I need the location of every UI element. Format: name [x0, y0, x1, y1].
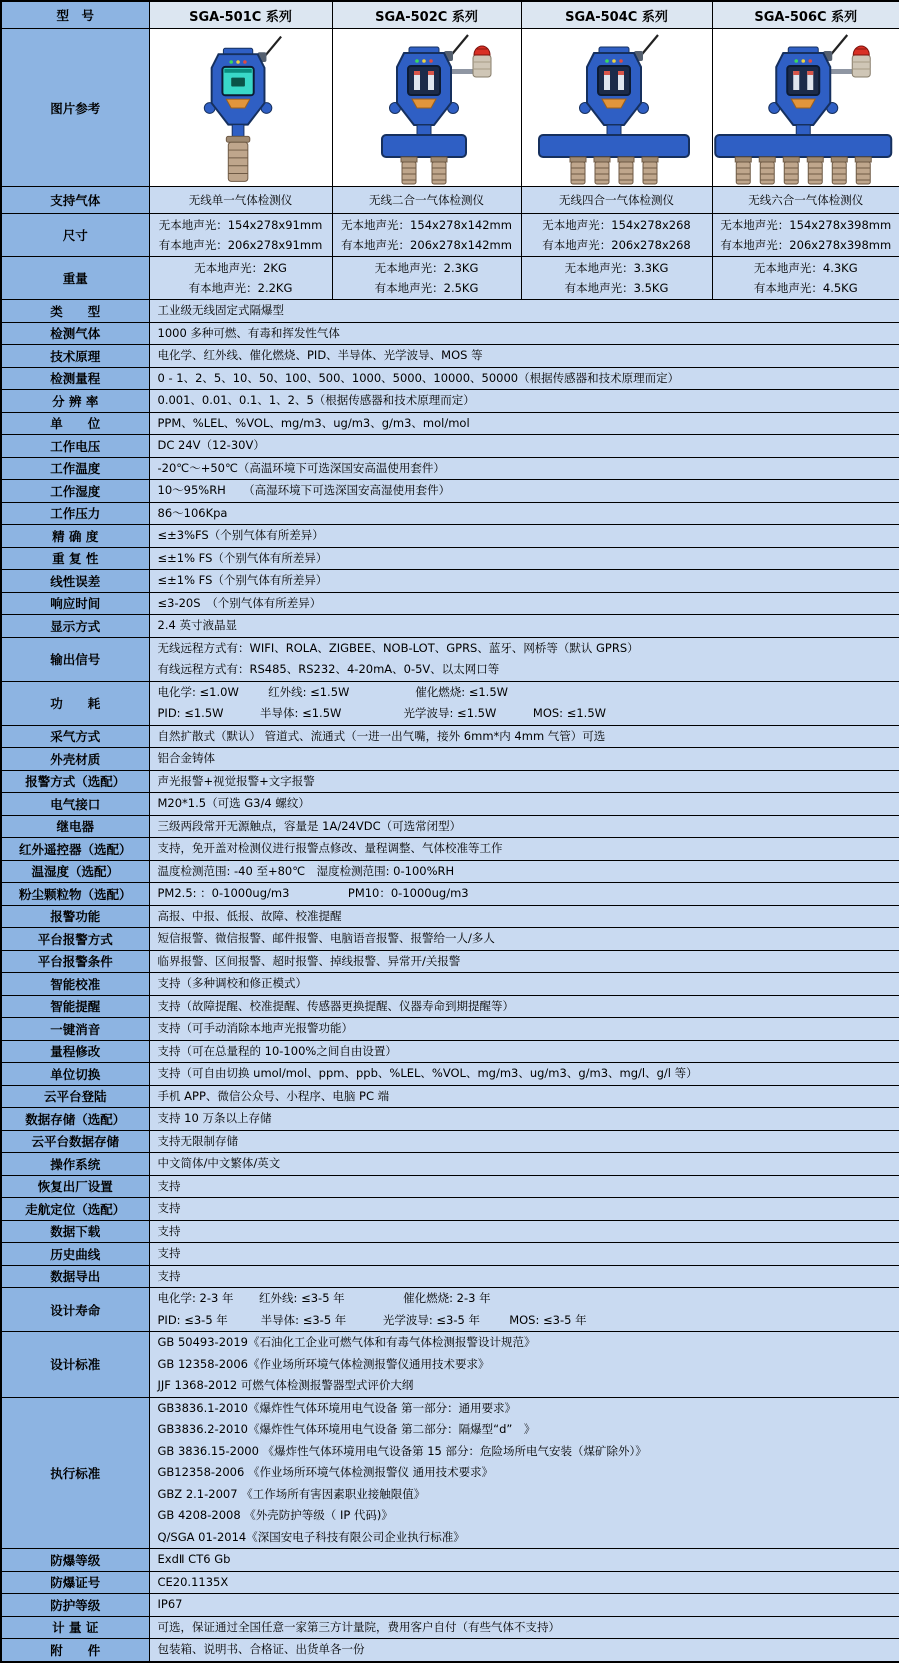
spec-value: 支持 [149, 1198, 899, 1221]
spec-label: 重 复 性 [1, 547, 149, 570]
spec-row-10 [1, 525, 899, 548]
gas-detector-illustration [150, 29, 332, 186]
gas-type-cell: 无线四合一气体检测仪 [521, 187, 712, 214]
spec-row-18 [1, 748, 899, 771]
spec-value: GB3836.1-2010《爆炸性气体环境用电气设备 第一部分：通用要求》 GB3836.2-2010《爆炸性气体环境用电气设备 第二部分：隔爆型“d” 》 GB 3836.15-2000 《爆炸性气体环境用电气设备第 15 部分：危险场所电气安装（煤矿除外）》 GB12358-2006 《作业场所环境气体检测报警仪 通用技术要求》 GBZ 2.1-2007 《工作场所有害因素职业接触限值》 GB 4208-2008 《外壳防护等级（ IP 代码)》 Q/SGA 01-2014《深国安电子科技有限公司企业执行标准》 [149, 1397, 899, 1549]
spec-row-25 [1, 905, 899, 928]
spec-value: 无线远程方式有：WIFI、ROLA、ZIGBEE、NOB-LOT、GPRS、蓝牙、网桥等（默认 GPRS） 有线远程方式有：RS485、RS232、4-20mA、0-5V、以太网口等 [149, 637, 899, 681]
spec-row-29 [1, 995, 899, 1018]
spec-label: 电气接口 [1, 793, 149, 816]
spec-row-42 [1, 1288, 899, 1332]
spec-row-1 [1, 322, 899, 345]
weight-row-label: 重量 [1, 257, 149, 300]
spec-value: GB 50493-2019《石油化工企业可燃气体和有毒气体检测报警设计规范》 GB 12358-2006《作业场所环境气体检测报警仪通用技术要求》 JJF 1368-2012 可燃气体检测报警器型式评价大纲 [149, 1332, 899, 1398]
gas-type-row [1, 187, 899, 214]
spec-row-28 [1, 973, 899, 996]
spec-label: 报警方式（选配） [1, 770, 149, 793]
spec-row-47 [1, 1594, 899, 1617]
gas-type-cell: 无线单一气体检测仪 [149, 187, 332, 214]
spec-value: 支持，免开盖对检测仪进行报警点修改、量程调整、气体校准等工作 [149, 838, 899, 861]
spec-row-14 [1, 615, 899, 638]
spec-label: 走航定位（选配） [1, 1198, 149, 1221]
spec-label: 执行标准 [1, 1397, 149, 1549]
weight-cell: 无本地声光：4.3KG 有本地声光：4.5KG [712, 257, 899, 300]
spec-label: 检测气体 [1, 322, 149, 345]
spec-value: 10～95%RH （高湿环境下可选深国安高湿使用套件） [149, 480, 899, 503]
spec-label: 工作湿度 [1, 480, 149, 503]
image-row [1, 29, 899, 187]
spec-row-43 [1, 1332, 899, 1398]
weight-cell: 无本地声光：2KG 有本地声光：2.2KG [149, 257, 332, 300]
spec-label: 量程修改 [1, 1040, 149, 1063]
model-name-504c: SGA-504C 系列 [521, 1, 712, 29]
spec-label: 防爆证号 [1, 1571, 149, 1594]
gas-detector-illustration [333, 29, 521, 186]
size-row-label: 尺寸 [1, 214, 149, 257]
spec-row-30 [1, 1018, 899, 1041]
size-cell: 无本地声光：154x278x142mm 有本地声光：206x278x142mm [332, 214, 521, 257]
spec-label: 检测量程 [1, 367, 149, 390]
spec-row-34 [1, 1108, 899, 1131]
spec-value: 温度检测范围: -40 至+80℃ 湿度检测范围: 0-100%RH [149, 860, 899, 883]
spec-row-4 [1, 390, 899, 413]
spec-row-2 [1, 345, 899, 368]
spec-value: 支持 [149, 1265, 899, 1288]
spec-label: 数据下载 [1, 1220, 149, 1243]
spec-value: 自然扩散式（默认） 管道式、流通式（一进一出气嘴，接外 6mm*内 4mm 气管）可选 [149, 725, 899, 748]
spec-label: 报警功能 [1, 905, 149, 928]
weight-cell: 无本地声光：3.3KG 有本地声光：3.5KG [521, 257, 712, 300]
product-image-sga-506c [713, 29, 899, 186]
spec-row-39 [1, 1220, 899, 1243]
spec-value: 可选，保证通过全国任意一家第三方计量院，费用客户自付（有些气体不支持） [149, 1616, 899, 1639]
size-row [1, 214, 899, 257]
spec-row-41 [1, 1265, 899, 1288]
spec-row-33 [1, 1085, 899, 1108]
spec-row-44 [1, 1397, 899, 1549]
product-image-sga-504c [522, 29, 712, 186]
model-name-502c: SGA-502C 系列 [332, 1, 521, 29]
spec-value: 支持（可手动消除本地声光报警功能） [149, 1018, 899, 1041]
spec-row-31 [1, 1040, 899, 1063]
gas-detector-illustration [522, 29, 712, 186]
spec-label: 技术原理 [1, 345, 149, 368]
size-cell: 无本地声光：154x278x268 有本地声光：206x278x268 [521, 214, 712, 257]
spec-value: 铝合金铸体 [149, 748, 899, 771]
spec-value: PM2.5: ：0-1000ug/m3 PM10：0-1000ug/m3 [149, 883, 899, 906]
spec-value: 支持 [149, 1175, 899, 1198]
spec-row-3 [1, 367, 899, 390]
spec-label: 平台报警方式 [1, 928, 149, 951]
spec-row-48 [1, 1616, 899, 1639]
spec-label: 采气方式 [1, 725, 149, 748]
spec-value: 2.4 英寸液晶显 [149, 615, 899, 638]
spec-value: 支持 [149, 1243, 899, 1266]
spec-row-16 [1, 681, 899, 725]
spec-label: 类 型 [1, 300, 149, 323]
spec-row-24 [1, 883, 899, 906]
spec-value: M20*1.5（可选 G3/4 螺纹） [149, 793, 899, 816]
gas-row-label: 支持气体 [1, 187, 149, 214]
spec-value: 1000 多种可燃、有毒和挥发性气体 [149, 322, 899, 345]
product-image-sga-501c [150, 29, 332, 186]
spec-value: 支持无限制存储 [149, 1130, 899, 1153]
header-row [1, 1, 899, 29]
gas-type-cell: 无线二合一气体检测仪 [332, 187, 521, 214]
spec-value: 0.001、0.01、0.1、1、2、5（根据传感器和技术原理而定） [149, 390, 899, 413]
spec-value: 临界报警、区间报警、超时报警、掉线报警、异常开/关报警 [149, 950, 899, 973]
spec-row-46 [1, 1571, 899, 1594]
spec-label: 输出信号 [1, 637, 149, 681]
spec-value: CE20.1135X [149, 1571, 899, 1594]
spec-value: 三级两段常开无源触点，容量是 1A/24VDC（可选常闭型） [149, 815, 899, 838]
spec-row-35 [1, 1130, 899, 1153]
spec-label: 操作系统 [1, 1153, 149, 1176]
spec-row-36 [1, 1153, 899, 1176]
spec-row-11 [1, 547, 899, 570]
spec-label: 智能校准 [1, 973, 149, 996]
spec-value: -20℃～+50℃（高温环境下可选深国安高温使用套件） [149, 457, 899, 480]
spec-row-8 [1, 480, 899, 503]
spec-label: 精 确 度 [1, 525, 149, 548]
spec-row-15 [1, 637, 899, 681]
spec-value: 支持（故障提醒、校准提醒、传感器更换提醒、仪器寿命到期提醒等） [149, 995, 899, 1018]
spec-row-23 [1, 860, 899, 883]
spec-label: 计 量 证 [1, 1616, 149, 1639]
spec-row-45 [1, 1549, 899, 1572]
spec-label: 数据存储（选配） [1, 1108, 149, 1131]
spec-label: 防护等级 [1, 1594, 149, 1617]
spec-value: 声光报警+视觉报警+文字报警 [149, 770, 899, 793]
spec-label: 云平台数据存储 [1, 1130, 149, 1153]
spec-row-0 [1, 300, 899, 323]
spec-label: 线性误差 [1, 570, 149, 593]
spec-value: 手机 APP、微信公众号、小程序、电脑 PC 端 [149, 1085, 899, 1108]
spec-value: 支持（可自由切换 umol/mol、ppm、ppb、%LEL、%VOL、mg/m3、ug/m3、g/m3、mg/l、g/l 等） [149, 1063, 899, 1086]
spec-row-26 [1, 928, 899, 951]
spec-label: 数据导出 [1, 1265, 149, 1288]
size-cell: 无本地声光：154x278x398mm 有本地声光：206x278x398mm [712, 214, 899, 257]
spec-value: ≤±1% FS（个别气体有所差异） [149, 547, 899, 570]
spec-label: 智能提醒 [1, 995, 149, 1018]
spec-value: ≤3-20S （个别气体有所差异） [149, 592, 899, 615]
spec-label: 温湿度（选配） [1, 860, 149, 883]
image-row-label: 图片参考 [1, 29, 149, 187]
spec-row-49 [1, 1639, 899, 1662]
spec-row-21 [1, 815, 899, 838]
spec-label: 粉尘颗粒物（选配） [1, 883, 149, 906]
model-name-501c: SGA-501C 系列 [149, 1, 332, 29]
spec-value: 电化学: 2-3 年 红外线: ≤3-5 年 催化燃烧: 2-3 年 PID: ≤3-5 年 半导体: ≤3-5 年 光学波导: ≤3-5 年 MOS: ≤3-5 年 [149, 1288, 899, 1332]
model-name-506c: SGA-506C 系列 [712, 1, 899, 29]
spec-row-22 [1, 838, 899, 861]
spec-value: IP67 [149, 1594, 899, 1617]
spec-row-7 [1, 457, 899, 480]
spec-value: ≤±1% FS（个别气体有所差异） [149, 570, 899, 593]
spec-value: DC 24V（12-30V） [149, 435, 899, 458]
gas-detector-illustration [713, 29, 899, 186]
spec-label: 设计寿命 [1, 1288, 149, 1332]
spec-row-12 [1, 570, 899, 593]
spec-label: 一键消音 [1, 1018, 149, 1041]
spec-value: 中文简体/中文繁体/英文 [149, 1153, 899, 1176]
spec-row-5 [1, 412, 899, 435]
spec-value: 高报、中报、低报、故障、校准提醒 [149, 905, 899, 928]
spec-label: 云平台登陆 [1, 1085, 149, 1108]
spec-label: 显示方式 [1, 615, 149, 638]
spec-label: 外壳材质 [1, 748, 149, 771]
spec-row-37 [1, 1175, 899, 1198]
product-image-sga-502c [333, 29, 521, 186]
spec-label: 工作压力 [1, 502, 149, 525]
spec-value: 短信报警、微信报警、邮件报警、电脑语音报警、报警给一人/多人 [149, 928, 899, 951]
spec-row-32 [1, 1063, 899, 1086]
spec-label: 恢复出厂设置 [1, 1175, 149, 1198]
spec-row-40 [1, 1243, 899, 1266]
spec-row-9 [1, 502, 899, 525]
spec-value: 包装箱、说明书、合格证、出货单各一份 [149, 1639, 899, 1662]
spec-label: 分 辨 率 [1, 390, 149, 413]
spec-value: 电化学: ≤1.0W 红外线: ≤1.5W 催化燃烧: ≤1.5W PID: ≤1.5W 半导体: ≤1.5W 光学波导: ≤1.5W MOS: ≤1.5W [149, 681, 899, 725]
spec-value: ≤±3%FS（个别气体有所差异） [149, 525, 899, 548]
weight-row [1, 257, 899, 300]
spec-label: 历史曲线 [1, 1243, 149, 1266]
gas-type-cell: 无线六合一气体检测仪 [712, 187, 899, 214]
model-header-label: 型 号 [1, 1, 149, 29]
spec-row-20 [1, 793, 899, 816]
spec-label: 工作温度 [1, 457, 149, 480]
spec-value: ExdⅡ CT6 Gb [149, 1549, 899, 1572]
spec-value: 支持（多种调校和修正模式） [149, 973, 899, 996]
spec-value: 工业级无线固定式隔爆型 [149, 300, 899, 323]
spec-row-6 [1, 435, 899, 458]
spec-label: 设计标准 [1, 1332, 149, 1398]
spec-label: 功 耗 [1, 681, 149, 725]
spec-value: 电化学、红外线、催化燃烧、PID、半导体、光学波导、MOS 等 [149, 345, 899, 368]
spec-value: 0 - 1、2、5、10、50、100、500、1000、5000、10000、50000（根据传感器和技术原理而定） [149, 367, 899, 390]
spec-value: 支持 [149, 1220, 899, 1243]
spec-label: 平台报警条件 [1, 950, 149, 973]
spec-label: 继电器 [1, 815, 149, 838]
spec-label: 单 位 [1, 412, 149, 435]
spec-value: PPM、%LEL、%VOL、mg/m3、ug/m3、g/m3、mol/mol [149, 412, 899, 435]
spec-value: 支持 10 万条以上存储 [149, 1108, 899, 1131]
spec-row-17 [1, 725, 899, 748]
spec-label: 附 件 [1, 1639, 149, 1662]
size-cell: 无本地声光：154x278x91mm 有本地声光：206x278x91mm [149, 214, 332, 257]
spec-label: 红外遥控器（选配） [1, 838, 149, 861]
spec-label: 单位切换 [1, 1063, 149, 1086]
spec-label: 工作电压 [1, 435, 149, 458]
spec-value: 支持（可在总量程的 10-100%之间自由设置） [149, 1040, 899, 1063]
spec-row-19 [1, 770, 899, 793]
spec-row-27 [1, 950, 899, 973]
spec-value: 86～106Kpa [149, 502, 899, 525]
spec-row-13 [1, 592, 899, 615]
weight-cell: 无本地声光：2.3KG 有本地声光：2.5KG [332, 257, 521, 300]
spec-label: 防爆等级 [1, 1549, 149, 1572]
spec-row-38 [1, 1198, 899, 1221]
spec-label: 响应时间 [1, 592, 149, 615]
